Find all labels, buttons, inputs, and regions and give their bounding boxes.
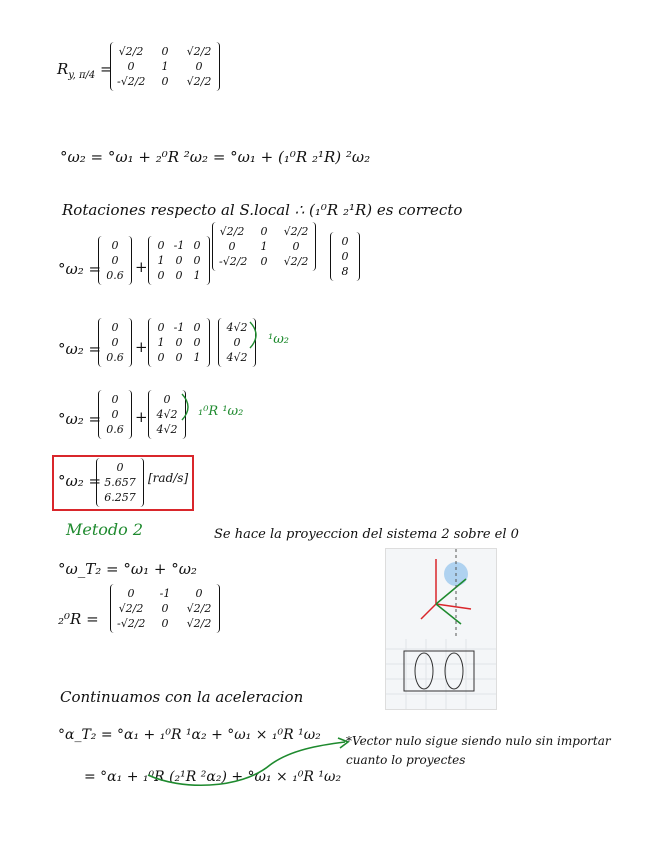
vec_w1-cell: 0 [111,408,119,421]
R02-matrix [110,584,220,633]
mat_R01-cell: -1 [173,239,185,252]
plus-sign: + [135,258,148,276]
rot_matrix-cell: 0 [292,240,300,253]
angular-velocity-equation: °ω₂ = °ω₁ + ₂⁰R ²ω₂ = °ω₁ + (₁⁰R ₂¹R) ²ω₂ [60,148,371,166]
method-2-heading: Metodo 2 [66,520,144,539]
vec_res-cell: 4√2 [156,423,178,436]
local-w2-vector [218,318,256,367]
R02-label: ₂⁰R = [58,610,99,628]
rot-label: $R_{y, \pi/4}$ = [57,60,113,81]
R01-matrix-2 [148,318,210,367]
vec_w1-cell: 0 [111,393,119,406]
rot_matrix-cell: 0 [260,225,268,238]
mat_R02-cell: 0 [161,602,169,615]
mat_R01-cell: 0 [193,239,201,252]
rot_matrix-cell: √2/2 [186,75,212,88]
rot_matrix-cell: 0 [195,60,203,73]
rotation-note: Rotaciones respecto al S.local ∴ (₁⁰R ₂¹R) es correcto [62,201,463,219]
alpha-equation-expanded: = °α₁ + ₁⁰R (₂¹R ²α₂) + °ω₁ × ₁⁰R ¹ω₂ [84,769,342,785]
mat_R01-cell: 0 [157,321,165,334]
mat_R01-cell: 0 [157,239,165,252]
result-unit: [rad/s] [148,471,189,485]
total-angular-velocity: °ω_T₂ = °ω₁ + °ω₂ [58,560,197,578]
null-vector-note: *Vector nulo sigue siendo nulo sin importar cuanto lo proyectes [346,734,611,768]
plus-sign-3: + [135,408,148,426]
vec_w1-cell: 0.6 [106,423,124,436]
R01-matrix [148,236,210,285]
vec_w2-cell: 0 [341,235,349,248]
mat_R01-cell: 1 [157,254,165,267]
result_vec-cell: 5.657 [104,476,136,489]
w1-vector [98,236,132,285]
mat_R02-cell: -1 [159,587,171,600]
rot_matrix-cell: 0 [228,240,236,253]
result-vector [96,458,144,507]
vec_w1-cell: 0 [111,321,119,334]
vec_w1-cell: 0 [111,336,119,349]
mat_R02-cell: 0 [161,617,169,630]
vec_mid-cell: 4√2 [226,321,248,334]
mat_R01-cell: 0 [193,254,201,267]
vec_w1-cell: 0.6 [106,269,124,282]
mat_R01-cell: 0 [193,336,201,349]
vec_w1-cell: 0.6 [106,351,124,364]
vec_w1-cell: 0 [111,239,119,252]
vec_mid-cell: 0 [233,336,241,349]
mat_R01-cell: 0 [157,269,165,282]
rot_matrix-cell: 0 [161,45,169,58]
vec_res-cell: 4√2 [156,408,178,421]
rot_matrix-cell: √2/2 [118,45,144,58]
w1-vector-2 [98,318,132,367]
frame-diagram [385,548,497,710]
w1-vector-3 [98,390,132,439]
mat_R01-cell: 0 [157,351,165,364]
mat_R02-cell: √2/2 [186,602,212,615]
eq4-lhs: °ω₂ = [58,410,102,428]
rot_matrix-cell: -√2/2 [219,255,248,268]
vec_w2-cell: 0 [341,250,349,263]
mat_R01-cell: -1 [173,321,185,334]
result_vec-cell: 6.257 [104,491,136,504]
vec_mid-cell: 4√2 [226,351,248,364]
mat_R01-cell: 1 [193,351,201,364]
rot_matrix-cell: 1 [260,240,268,253]
mat_R01-cell: 0 [193,321,201,334]
vec_w2-cell: 8 [341,265,349,278]
eq2-lhs: °ω₂ = [58,260,102,278]
mat_R01-cell: 0 [175,254,183,267]
vec_res-cell: 0 [163,393,171,406]
rot_matrix-cell: 1 [161,60,169,73]
rot_matrix-cell: √2/2 [283,255,309,268]
mat_R02-cell: 0 [127,587,135,600]
mat_R01-cell: 1 [157,336,165,349]
rotation-matrix-copy [212,222,316,271]
mat_R01-cell: 0 [175,336,183,349]
continue-acceleration: Continuamos con la aceleracion [60,688,304,706]
w2-vector [330,232,360,281]
rot_matrix-cell: -√2/2 [117,75,146,88]
mat_R02-cell: -√2/2 [117,617,146,630]
rot_matrix-cell: 0 [161,75,169,88]
rot_matrix-cell: √2/2 [219,225,245,238]
rot_matrix-cell: √2/2 [283,225,309,238]
rot_matrix-cell: 0 [260,255,268,268]
mat_R02-cell: 0 [195,587,203,600]
mat_R01-cell: 0 [175,351,183,364]
mat_R01-cell: 1 [193,269,201,282]
projected-label: ₁⁰R ¹ω₂ [198,404,244,419]
eq3-lhs: °ω₂ = [58,340,102,358]
local-w2-label: ¹ω₂ [268,332,290,347]
rot_matrix-cell: √2/2 [186,45,212,58]
rotation-matrix [110,42,220,91]
vec_w1-cell: 0 [111,254,119,267]
mat_R01-cell: 0 [175,269,183,282]
projected-vector [148,390,186,439]
mat_R02-cell: √2/2 [118,602,144,615]
result-lhs: °ω₂ = [58,472,102,490]
projection-note: Se hace la proyeccion del sistema 2 sobre el 0 [214,527,519,542]
result_vec-cell: 0 [116,461,124,474]
rot_matrix-cell: 0 [127,60,135,73]
plus-sign-2: + [135,338,148,356]
mat_R02-cell: √2/2 [186,617,212,630]
alpha-equation: °α_T₂ = °α₁ + ₁⁰R ¹α₂ + °ω₁ × ₁⁰R ¹ω₂ [58,727,321,743]
